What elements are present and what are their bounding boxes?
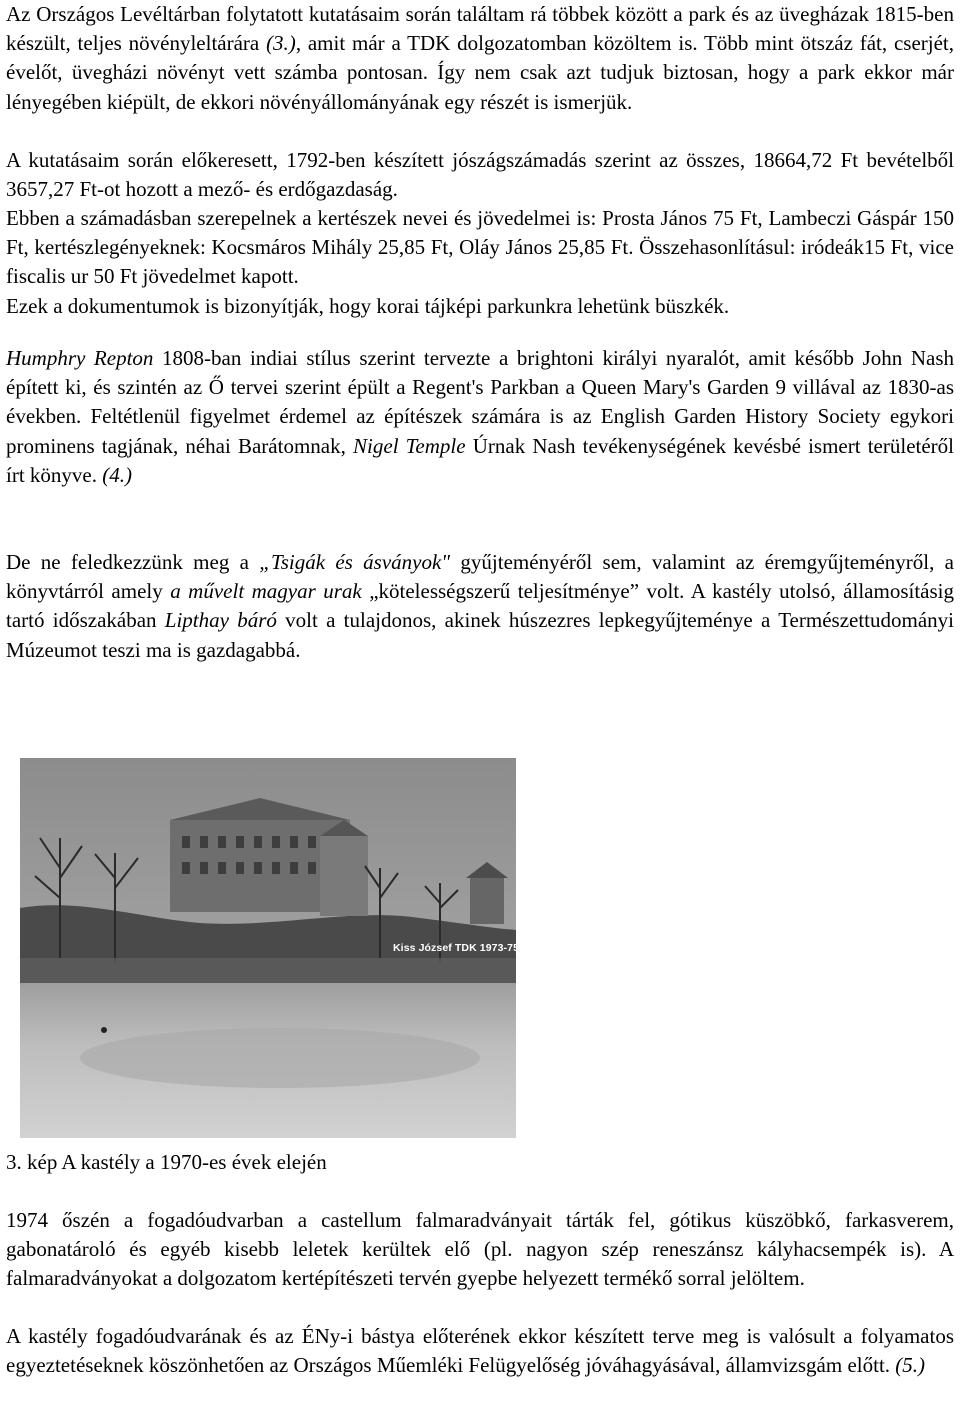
photo-figure <box>101 1027 107 1033</box>
paragraph-excavation: 1974 őszén a fogadóudvarban a castellum falmaradványait tárták fel, gótikus küszöbkő, farkasverem, gabonatároló és egyéb kisebb leletek kerültek elő (pl. nagyon szép reneszánsz kályhacsempék is). A falmaradványokat a dolgozatom kertépítészeti tervén gyepbe helyezett termékő sorral jelöltem. <box>6 1208 954 1291</box>
paragraph-collections-text-b: gyűjteményéről sem, valamint az éremgyűjteményről, a könyvtárról amely <box>6 550 954 604</box>
paragraph-inventory-text-b: , amit már a TDK dolgozatomban közöltem is. Több mint ötszáz fát, cserjét, évelőt, üvegházi növényt vett számba pontosan. Így nem csak azt tudjuk biztosan, hogy a park ekkor már lényegében kiépült, de ekkori növényállományának egy részét is ismerjük. <box>6 31 954 114</box>
paragraph-repton <box>6 344 954 490</box>
paragraph-gardeners: Ebben a számadásban szerepelnek a kertészek nevei és jövedelmei is: Prosta János 75 Ft, Lambeczi Gáspár 150 Ft, kertészlegényeknek: Kocsmáros Mihály 25,85 Ft, Oláy János 25,85 Ft. Összehasonlításul: iródeák15 Ft, vice fiscalis ur 50 Ft jövedelmet kapott. <box>6 206 954 289</box>
reference-4: (4.) <box>102 462 132 487</box>
paragraph-repton-text-a: 1808-ban indiai stílus szerint tervezte a brightoni királyi nyaralót, amit később John Nash épített ki, és szintén az Ő tervei szerint épült a Regent's Parkban a Queen Mary's Garden 9 villával az 1830-as években. Feltétlenül figyelmet érdemel az építészek számára is az English Garden History Society egykori prominens tagjának, néhai Barátomnak, <box>6 346 955 458</box>
paragraph-collections-text-c: „kötelességszerű teljesítménye” volt. A kastély utolsó, államosításig tartó időszakában <box>6 579 954 633</box>
paragraph-courtyard-plan-text: A kastély fogadóudvarának és az ÉNy-i bástya előterének ekkor készített terve meg is valósult a folyamatos egyeztetéseknek köszönhetően az Országos Műemléki Felügyelőség jóváhagyásával, államvizsgám előtt. <box>6 1324 954 1378</box>
reference-3: (3.) <box>266 31 296 56</box>
collection-title: „Tsigák és ásványok" <box>259 550 451 574</box>
reference-5: (5.) <box>895 1353 926 1378</box>
paragraph-collections-text-d: volt a tulajdonos, akinek húszezres lepkegyűjteménye a Természettudományi Múzeumot teszi ma is gazdagabbá. <box>6 608 954 662</box>
name-nigel-temple: Nigel Temple <box>353 433 466 458</box>
paragraph-conclusion: Ezek a dokumentumok is bizonyítják, hogy korai tájképi parkunkra lehetünk büszkék. <box>6 294 730 318</box>
figure-caption: 3. kép A kastély a 1970-es évek elején <box>6 1150 327 1174</box>
paragraph-collections <box>6 548 954 665</box>
paragraph-repton-text-b: Úrnak Nash tevékenységének kevésbé ismert területéről írt könyve. <box>6 433 954 487</box>
paragraph-courtyard-plan <box>6 1322 954 1380</box>
name-humphry-repton: Humphry Repton <box>6 346 154 370</box>
phrase-muvelt-magyar-urak: a művelt magyar urak <box>170 579 362 604</box>
paragraph-inventory-text-a: Az Országos Levéltárban folytatott kutatásaim során találtam rá többek között a park és az üvegházak 1815-ben készült, teljes növényleltárára <box>6 2 954 56</box>
paragraph-collections-text-a: De ne feledkezzünk meg a <box>6 550 260 574</box>
name-lipthay-baro: Lipthay báró <box>164 608 277 633</box>
paragraph-inventory <box>6 0 954 117</box>
paragraph-accounts: A kutatásaim során előkeresett, 1792-ben készített jószágszámadás szerint az összes, 18664,72 Ft bevételből 3657,27 Ft-ot hozott a mező- és erdőgazdaság. <box>6 148 954 202</box>
photo-watermark: Kiss József TDK 1973-75 <box>393 942 520 954</box>
